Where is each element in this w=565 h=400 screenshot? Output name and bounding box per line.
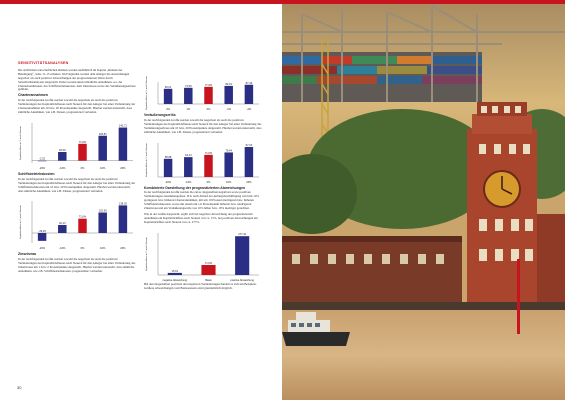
chart-category-label: 20% (120, 247, 126, 251)
paragraph-operating-costs: In der nachfolgenden Grafik werden sowohl die negativen als auch die positiven Veränderungen des Kapitalrückflusses nach Steuern für den Anleger bei einer Veränderung der Schiffsbetriebskosten um 10 bzw. 20 Prozentpunkte dargestellt. Hierbei werden unterstellt, dass sämtliche Annahmen, wie z.B. Zinsen, prognostiziert verlaufen. (18, 176, 136, 193)
chart-category-label: -10% (59, 166, 66, 170)
chart-bar (38, 161, 46, 162)
chart-bar (204, 87, 212, 104)
subheading-charter: Charterannahmen (18, 93, 48, 98)
chart-bar (235, 236, 249, 275)
right-column (144, 76, 262, 293)
chart-bar (168, 273, 182, 275)
pier (282, 302, 565, 310)
chart-bar (164, 89, 172, 104)
chart-category-label: positive Abweichung (230, 278, 254, 282)
chart-category-label: -20% (39, 247, 46, 251)
harbor-illustration (282, 4, 565, 400)
chart-bar (78, 144, 86, 161)
chart-category-label: Basis (205, 278, 212, 282)
page-number: 30 (17, 385, 22, 390)
chart-bar (224, 152, 232, 177)
paragraph-interest: In der nachfolgenden Grafik werden sowohl die negativen als auch die positiven Veränderungen des Kapitalrückflusses nach Steuern für den Anleger bei einer Veränderung des Zinsniveaus um 1 bzw. 2 Prozentpunkte dargestellt. Hierbei werden unterstellt, dass sämtliche Annahmen, wie z.B. Schiffsbetriebskosten, prognostiziert verlaufen. (18, 257, 136, 274)
chart-value-label: 97,03 (245, 143, 253, 147)
chart-bar (58, 225, 66, 233)
quay-building (282, 239, 462, 304)
chart-category-label: 10% (100, 166, 106, 170)
chart-value-label: 40,13 (59, 222, 66, 226)
chart-value-label: 36,69 (59, 148, 66, 152)
document-page-left (0, 4, 282, 400)
chart-bar (224, 86, 232, 104)
chart-value-label: 69,01 (164, 85, 172, 89)
chart-category-label: 0% (206, 108, 211, 111)
section-title: SENSITIVITÄTSANALYSEN (18, 61, 69, 65)
chart-combined (144, 227, 262, 283)
chart-value-label: 71,6% (204, 151, 213, 155)
intro-paragraph: Die sichtlichen wirtschaftlichen Risiken werden ausführlich im Kapitel „Risiken der Beteiligung“, Seite 11-15 erläutert. Im Folgenden werden dem Anleger die Auswirkungen negativer als auch positiver Abweichungen der prognostizierten Werte durch Sensitivitätsanalysen dargestellt. Dabei werden unterschiedliche Annahmen, u.a. der Charterkonditionen, des Schiffsbetriebskosten, dem Zinsniveau sowie des Veräußerungserlöses gebildet. (18, 67, 136, 92)
chart-bar (204, 154, 212, 176)
chart-value-label: 105,81 (98, 132, 107, 136)
chart-bar (119, 127, 127, 160)
chart-value-label: 73,59 (185, 84, 192, 88)
chart-bar (245, 147, 253, 177)
chart-charter (18, 117, 136, 171)
paragraph-combined: In der nachfolgenden Grafik werden die zuvor dargestellten negativen sowie positiven Veränderungen zusammengefasst. D.h. nach Ablauf der Anfangsbeschäftigung wird mit 10% geringeren bzw. höheren Charterannahmen, mit um 10 Prozent niedrigeren bzw. höheren Schiffsbetriebskosten, sowie mit einem um 1,0 Prozentpunkt höheren bzw. niedrigeren Zinsniveau und ein Veräußerungserlös von 10% höher bzw. 10% niedriger gerechnet. (144, 190, 259, 211)
containers (282, 56, 482, 84)
chart-value-label: 102,36 (98, 209, 107, 213)
chart-bar (184, 157, 192, 177)
chart-ylabel: Kapitalrückfluss in % nach Steuern (146, 76, 148, 110)
subheading-operating-costs: Schiffsbetriebskosten (18, 171, 55, 176)
paragraph-closing: Bei den dargestellten positiven und negativen Veränderungen handelt es sich um Beispiele. Größere Abweichungen vom Basisszenario sind grundsätzlich möglich. (144, 281, 257, 290)
harbor-photo (282, 4, 565, 400)
chart-bar (184, 88, 192, 104)
chart-operating-costs (18, 195, 136, 251)
chart-category-label: 0% (80, 247, 85, 251)
chart-bar (201, 265, 215, 275)
subheading-combined: Kombinierte Darstellung der prognostizierten Abweichungen (144, 185, 246, 190)
chart-ylabel: Kapitalrückfluss in % nach Steuern (146, 236, 148, 271)
paragraph-combined-result: Wie in der Grafik dargestellt, ergibt sich bei negativer Abweichung der prognostizierten Annahmen ein Kapitalrückfluss nach Steuern von ca. 15%, bei positiven Abweichungen ein Kapitalrückfluss nach Steuern von ca. 277%. (144, 211, 258, 224)
red-mast (517, 259, 520, 334)
chart-value-label: 140,71 (118, 124, 127, 128)
chart-value-label: 71,6% (78, 216, 87, 220)
chart-category-label: 20% (120, 166, 126, 170)
chart-value-label: -39,25 (38, 230, 46, 234)
chart-category-label: -2% (246, 108, 252, 111)
chart-sale-proceeds (144, 137, 262, 185)
chart-category-label: negative Abweichung (162, 278, 188, 282)
subheading-interest: Zinsniveau (18, 252, 37, 257)
chart-category-label: -20% (39, 166, 46, 170)
chart-value-label: 58,88 (164, 155, 172, 159)
chart-category-label: -1% (226, 108, 232, 111)
chart-category-label: 20% (246, 180, 252, 184)
chart-bar (98, 213, 106, 233)
chart-ylabel: Kapitalrückfluss in % nach Steuern (146, 142, 148, 177)
chart-category-label: 0% (206, 180, 211, 184)
paragraph-sale-proceeds: In der nachfolgenden Grafik werden sowohl die negativen als auch die positiven Veränderungen des Kapitalrückflusses nach Steuern für den Anleger bei einer Veränderung des Veräußerungserlöses um 10 bzw. 20 Prozentpunkte dargestellt. Hierbei werden unterstellt, dass sämtliche Annahmen, wie z.B. Zinsen, prognostiziert verlaufen. (144, 117, 262, 134)
chart-category-label: 2% (166, 108, 170, 111)
chart-category-label: 1% (186, 108, 191, 111)
chart-ylabel: Kapitalrückfluss in % nach Steuern (20, 125, 22, 160)
chart-bar (58, 152, 66, 161)
chart-value-label: 15,01 (171, 269, 179, 273)
chart-bar (245, 85, 253, 104)
chart-interest (144, 76, 262, 112)
chart-value-label: 79,44 (225, 148, 232, 152)
paragraph-charter: In der nachfolgenden Grafik werden sowohl die negativen als auch die positiven Veränderungen des Kapitalrückflusses nach Steuern für den Anleger bei einer Veränderung der Charterannahmen um 10 bzw. 20 Prozentpunkte dargestellt. Hierbei werden unterstellt, dass sämtliche Annahmen, wie z.B. Zinsen, prognostiziert verlaufen. (18, 98, 136, 114)
chart-bar (164, 158, 172, 176)
chart-value-label: 138,03 (118, 202, 127, 206)
chart-value-label: 64,24 (185, 153, 192, 157)
chart-value-label: 77,9% (204, 83, 213, 87)
chart-value-label: 71,6% (78, 140, 87, 144)
chart-category-label: 10% (100, 247, 106, 251)
chart-category-label: 0% (80, 166, 85, 170)
chart-bar (98, 136, 106, 161)
subheading-sale-proceeds: Veräußerungserlös (144, 113, 176, 117)
chart-category-label: 10% (226, 180, 232, 184)
chart-category-label: -20% (165, 180, 172, 184)
chart-value-label: 71,6% (204, 261, 213, 265)
chart-category-label: -10% (59, 247, 66, 251)
chart-bar (78, 219, 86, 233)
chart-bar (119, 206, 127, 234)
chart-category-label: -10% (185, 180, 192, 184)
chart-value-label: -2,32 (39, 157, 46, 161)
chart-value-label: 82,19 (225, 82, 232, 86)
chart-value-label: 277,32 (238, 232, 247, 236)
left-column (18, 62, 136, 276)
clock-tower (467, 102, 537, 309)
chart-ylabel: Kapitalrückfluss in % nach Steuern (20, 205, 22, 240)
chart-value-label: 87,46 (245, 81, 253, 85)
chart-bar (38, 233, 46, 241)
